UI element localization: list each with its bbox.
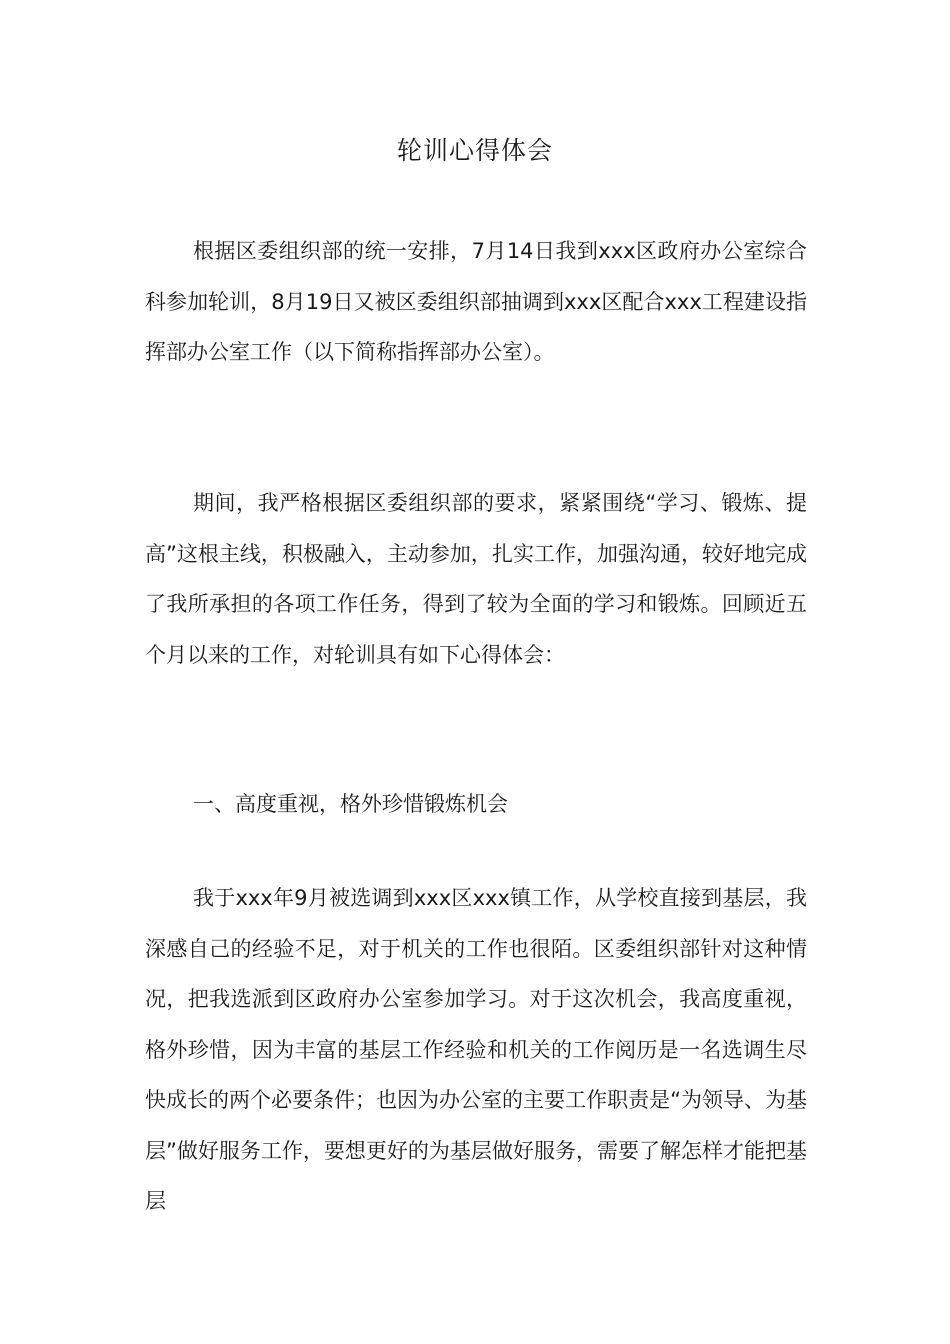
paragraph-period: 期间，我严格根据区委组织部的要求，紧紧围绕“学习、锻炼、提高”这根主线，积极融入，主动参加，扎实工作，加强沟通，较好地完成了我所承担的各项工作任务，得到了较为全面的学习和锻炼。回顾近五个月以来的工作，对轮训具有如下心得体会： bbox=[145, 491, 807, 667]
paragraph-section-1-body: 我于xxx年9月被选调到xxx区xxx镇工作，从学校直接到基层，我深感自己的经验不足，对于机关的工作也很陌。区委组织部针对这种情况，把我选派到区政府办公室参加学习。对于这次机会，我高度重视，格外珍惜，因为丰富的基层工作经验和机关的工作阅历是一名选调生尽快成长的两个必要条件；也因为办公室的主要工作职责是“为领导、为基层”做好服务工作，要想更好的为基层做好服务，需要了解怎样才能把基层 bbox=[145, 886, 807, 1213]
document-title: 轮训心得体会 bbox=[396, 136, 553, 165]
section-heading-1: 一、高度重视，格外珍惜锻炼机会 bbox=[193, 792, 508, 816]
paragraph-intro: 根据区委组织部的统一安排，7月14日我到xxx区政府办公室综合科参加轮训，8月19日又被区委组织部抽调到xxx区配合xxx工程建设指挥部办公室工作（以下简称指挥部办公室）。 bbox=[145, 239, 807, 364]
